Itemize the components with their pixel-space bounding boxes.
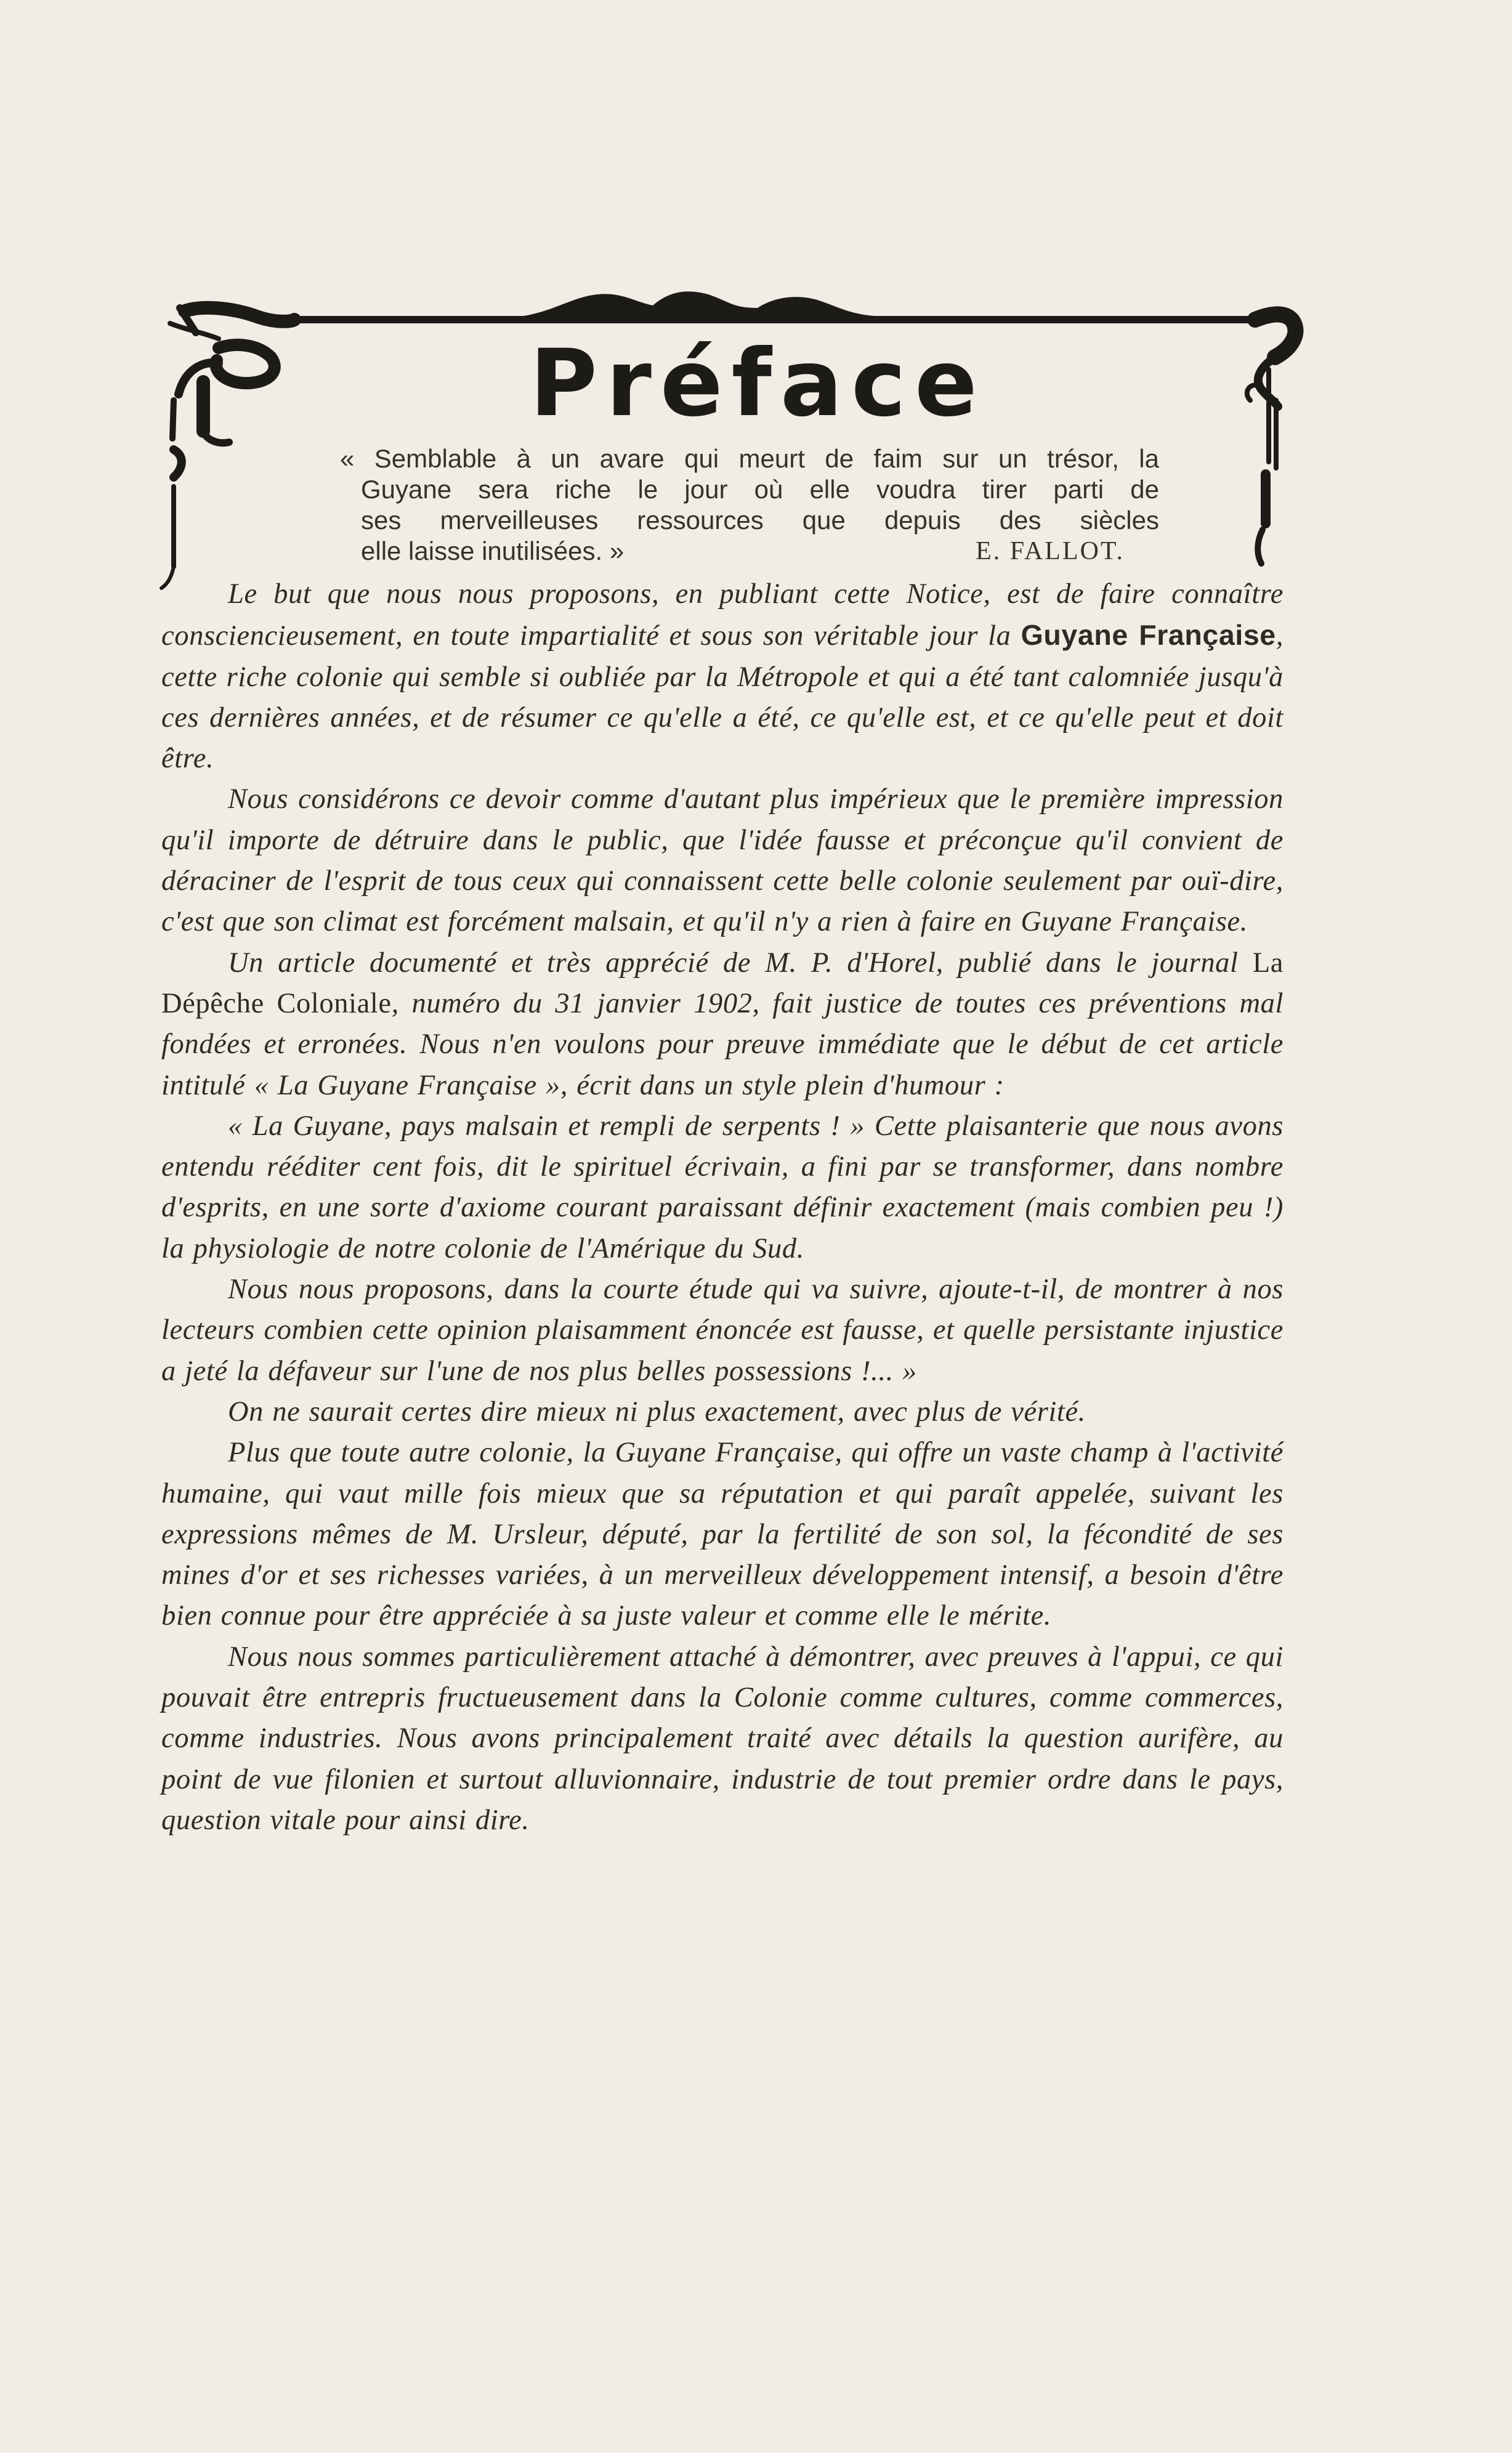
paragraph-3-text-b: , numéro du 31 janvier 1902, fait justice de toutes ces préventions mal fondées et erronées. Nous n'en voulons pour preuve immédiate que le début de cet article intitulé « La Guyane Française », écrit dans un style plein d'humour : bbox=[161, 987, 1284, 1101]
paragraph-5: Nous nous proposons, dans la courte étude qui va suivre, ajoute-t-il, de montrer à nos lecteurs combien cette opinion plaisamment énoncée est fausse, et quelle persistante injustice a jeté la défaveur sur l'une de nos plus belles possessions !... » bbox=[161, 1274, 1284, 1387]
preface-body bbox=[161, 574, 1284, 1841]
epigraph-line-2: Guyane sera riche le jour où elle voudra tirer parti de bbox=[361, 475, 1159, 504]
paragraph-2: Nous considérons ce devoir comme d'autant plus impérieux que le première impression qu'il importe de détruire dans le public, que l'idée fausse et préconçue qu'il convient de déraciner de l'esprit de tous ceux qui connaissent cette belle colonie seulement par ouï-dire, c'est que son climat est forcément malsain, et qu'il n'y a rien à faire en Guyane Française. bbox=[161, 783, 1284, 938]
epigraph-last-line bbox=[361, 536, 1125, 567]
paragraph-1-text-b: , cette riche colonie qui semble si oubliée par la Métropole et qui a été tant calomniée jusqu'à ces dernières années, et de résumer ce qu'elle a été, ce qu'elle est, et ce qu'elle peut et doit être. bbox=[161, 620, 1284, 775]
journal-name: La Dépêche Coloniale bbox=[161, 947, 1284, 1019]
colony-name-bold: Guyane Française bbox=[1021, 619, 1276, 652]
paragraph-3 bbox=[161, 943, 1284, 1106]
epigraph-line-3: ses merveilleuses ressources que depuis des siècles bbox=[361, 506, 1159, 535]
epigraph-line-1: « Semblable à un avare qui meurt de faim sur un trésor, la bbox=[340, 444, 1159, 473]
paragraph-3-text-a: Un article documenté et très apprécié de M. P. d'Horel, publié dans le journal bbox=[228, 947, 1253, 979]
epigraph-author: E. FALLOT. bbox=[976, 537, 1125, 565]
paragraph-7: Plus que toute autre colonie, la Guyane Française, qui offre un vaste champ à l'activité humaine, qui vaut mille fois mieux que sa réputation et qui paraît appelée, suivant les expressions mêmes de M. Ursleur, député, par la fertilité de son sol, la fécondité de ses mines d'or et ses richesses variées, à un merveilleux développement intensif, a besoin d'être bien connue pour être appréciée à sa juste valeur et comme elle le mérite. bbox=[161, 1437, 1284, 1632]
paragraph-1 bbox=[161, 574, 1284, 779]
epigraph-line-4: elle laisse inutilisées. » bbox=[361, 536, 625, 565]
page-title: Préface bbox=[530, 330, 986, 437]
epigraph-quote bbox=[340, 443, 1159, 567]
paragraph-8: Nous nous sommes particulièrement attaché à démontrer, avec preuves à l'appui, ce qui pouvait être entrepris fructueusement dans la Colonie comme cultures, comme commerces, comme industries. Nous avons principalement traité avec détails la question aurifère, au point de vue filonien et surtout alluvionnaire, industrie de tout premier ordre dans le pays, question vitale pour ainsi dire. bbox=[161, 1641, 1284, 1836]
paragraph-1-text-a: Le but que nous nous proposons, en publiant cette Notice, est de faire connaître consciencieusement, en toute impartialité et sous son véritable jour la bbox=[161, 578, 1284, 652]
paragraph-6: On ne saurait certes dire mieux ni plus exactement, avec plus de vérité. bbox=[228, 1396, 1086, 1428]
paragraph-4: « La Guyane, pays malsain et rempli de serpents ! » Cette plaisanterie que nous avons entendu rééditer cent fois, dit le spirituel écrivain, a fini par se transformer, dans nombre d'esprits, en une sorte d'axiome courant paraissant définir exactement (mais combien peu !) la physiologie de notre colonie de l'Amérique du Sud. bbox=[161, 1110, 1284, 1264]
